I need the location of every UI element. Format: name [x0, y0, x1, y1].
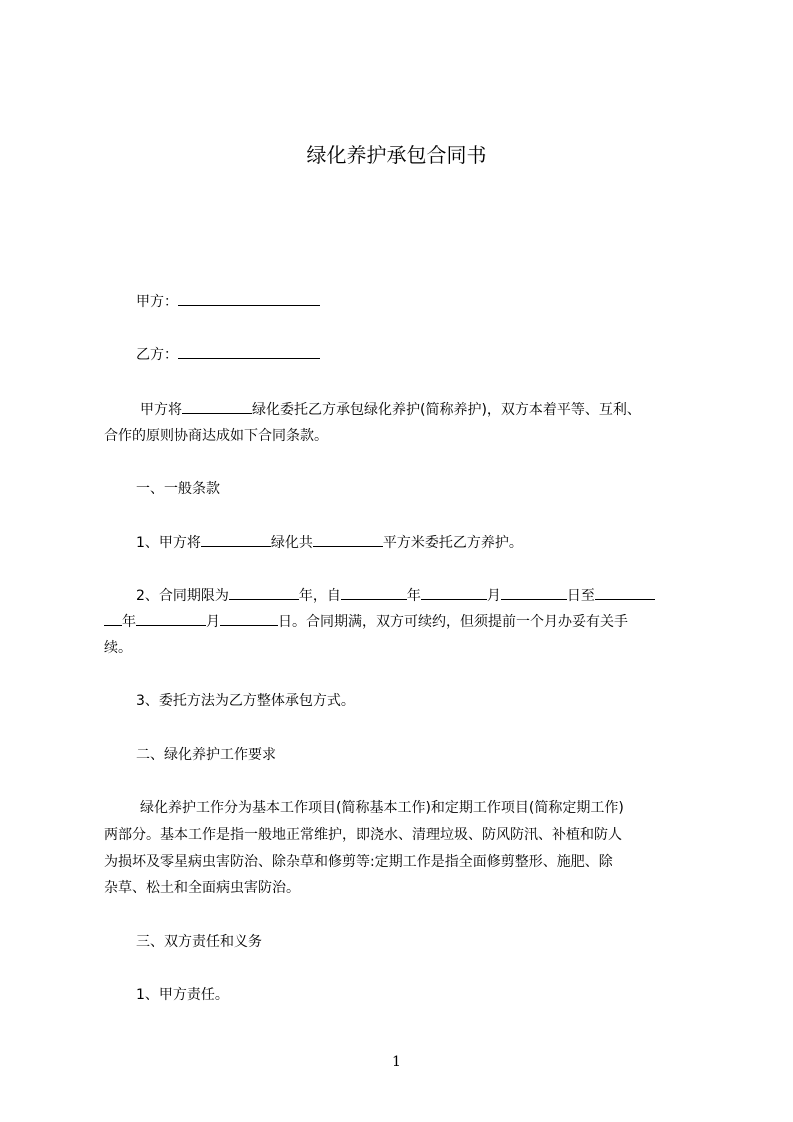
page-number: 1: [392, 1054, 401, 1070]
intro-line-1: [140, 399, 641, 420]
blank: [201, 532, 271, 547]
clause-text: 2、合同期限为: [136, 588, 229, 604]
section-2-para-line-3: 为损坏及零星病虫害防治、除杂草和修剪等:定期工作是指全面修剪整形、施肥、除: [104, 854, 613, 870]
blank: [182, 399, 252, 414]
blank: [313, 532, 383, 547]
clause-text: 月: [486, 588, 501, 604]
blank: [229, 585, 299, 600]
blank: [595, 585, 655, 600]
blank: [341, 585, 407, 600]
clause-3-1: 1、甲方责任。: [136, 987, 229, 1003]
section-1-heading: 一、一般条款: [136, 481, 220, 497]
clause-1-2-line-2: [104, 611, 628, 632]
clause-text: 月: [206, 614, 220, 630]
clause-text: 日至: [566, 588, 595, 604]
clause-text: 日。合同期满，双方可续约，但须提前一个月办妥有关手: [278, 614, 628, 630]
clause-1-2-line-1: [136, 585, 655, 606]
section-2-para-line-4: 杂草、松土和全面病虫害防治。: [104, 880, 300, 896]
intro-line-2: 合作的原则协商达成如下合同条款。: [104, 428, 328, 444]
blank: [421, 585, 487, 600]
clause-text: 年，自: [298, 588, 341, 604]
party-a-label: 甲方：: [136, 294, 178, 310]
blank: [220, 611, 278, 626]
section-3-heading: 三、双方责任和义务: [136, 934, 262, 950]
section-2-heading: 二、绿化养护工作要求: [136, 747, 276, 763]
party-b-line: [136, 344, 320, 365]
section-2-para-line-1: 绿化养护工作分为基本工作项目(简称基本工作)和定期工作项目(简称定期工作): [140, 800, 624, 816]
section-2-para-line-2: 两部分。基本工作是指一般地正常维护，即浇水、清理垃圾、防风防汛、补植和防人: [104, 827, 622, 843]
party-a-line: [136, 291, 320, 312]
blank: [136, 611, 206, 626]
party-a-blank: [178, 291, 320, 306]
intro-text-2: 绿化委托乙方承包绿化养护(简称养护)，双方本着平等、互利、: [252, 402, 641, 418]
party-b-blank: [178, 344, 320, 359]
blank: [501, 585, 567, 600]
document-title: 绿化养护承包合同书: [306, 143, 487, 167]
clause-text: 绿化共: [270, 535, 313, 551]
clause-1-3: 3、委托方法为乙方整体承包方式。: [136, 693, 355, 709]
intro-text-1: 甲方将: [140, 402, 182, 418]
party-b-label: 乙方：: [136, 347, 178, 363]
clause-1-1: [136, 532, 523, 553]
clause-text: 1、甲方将: [136, 535, 201, 551]
clause-text: 平方米委托乙方养护。: [382, 535, 523, 551]
blank: [104, 611, 122, 626]
clause-1-2-line-3: 续。: [104, 640, 132, 656]
clause-text: 年: [122, 614, 136, 630]
clause-text: 年: [406, 588, 421, 604]
